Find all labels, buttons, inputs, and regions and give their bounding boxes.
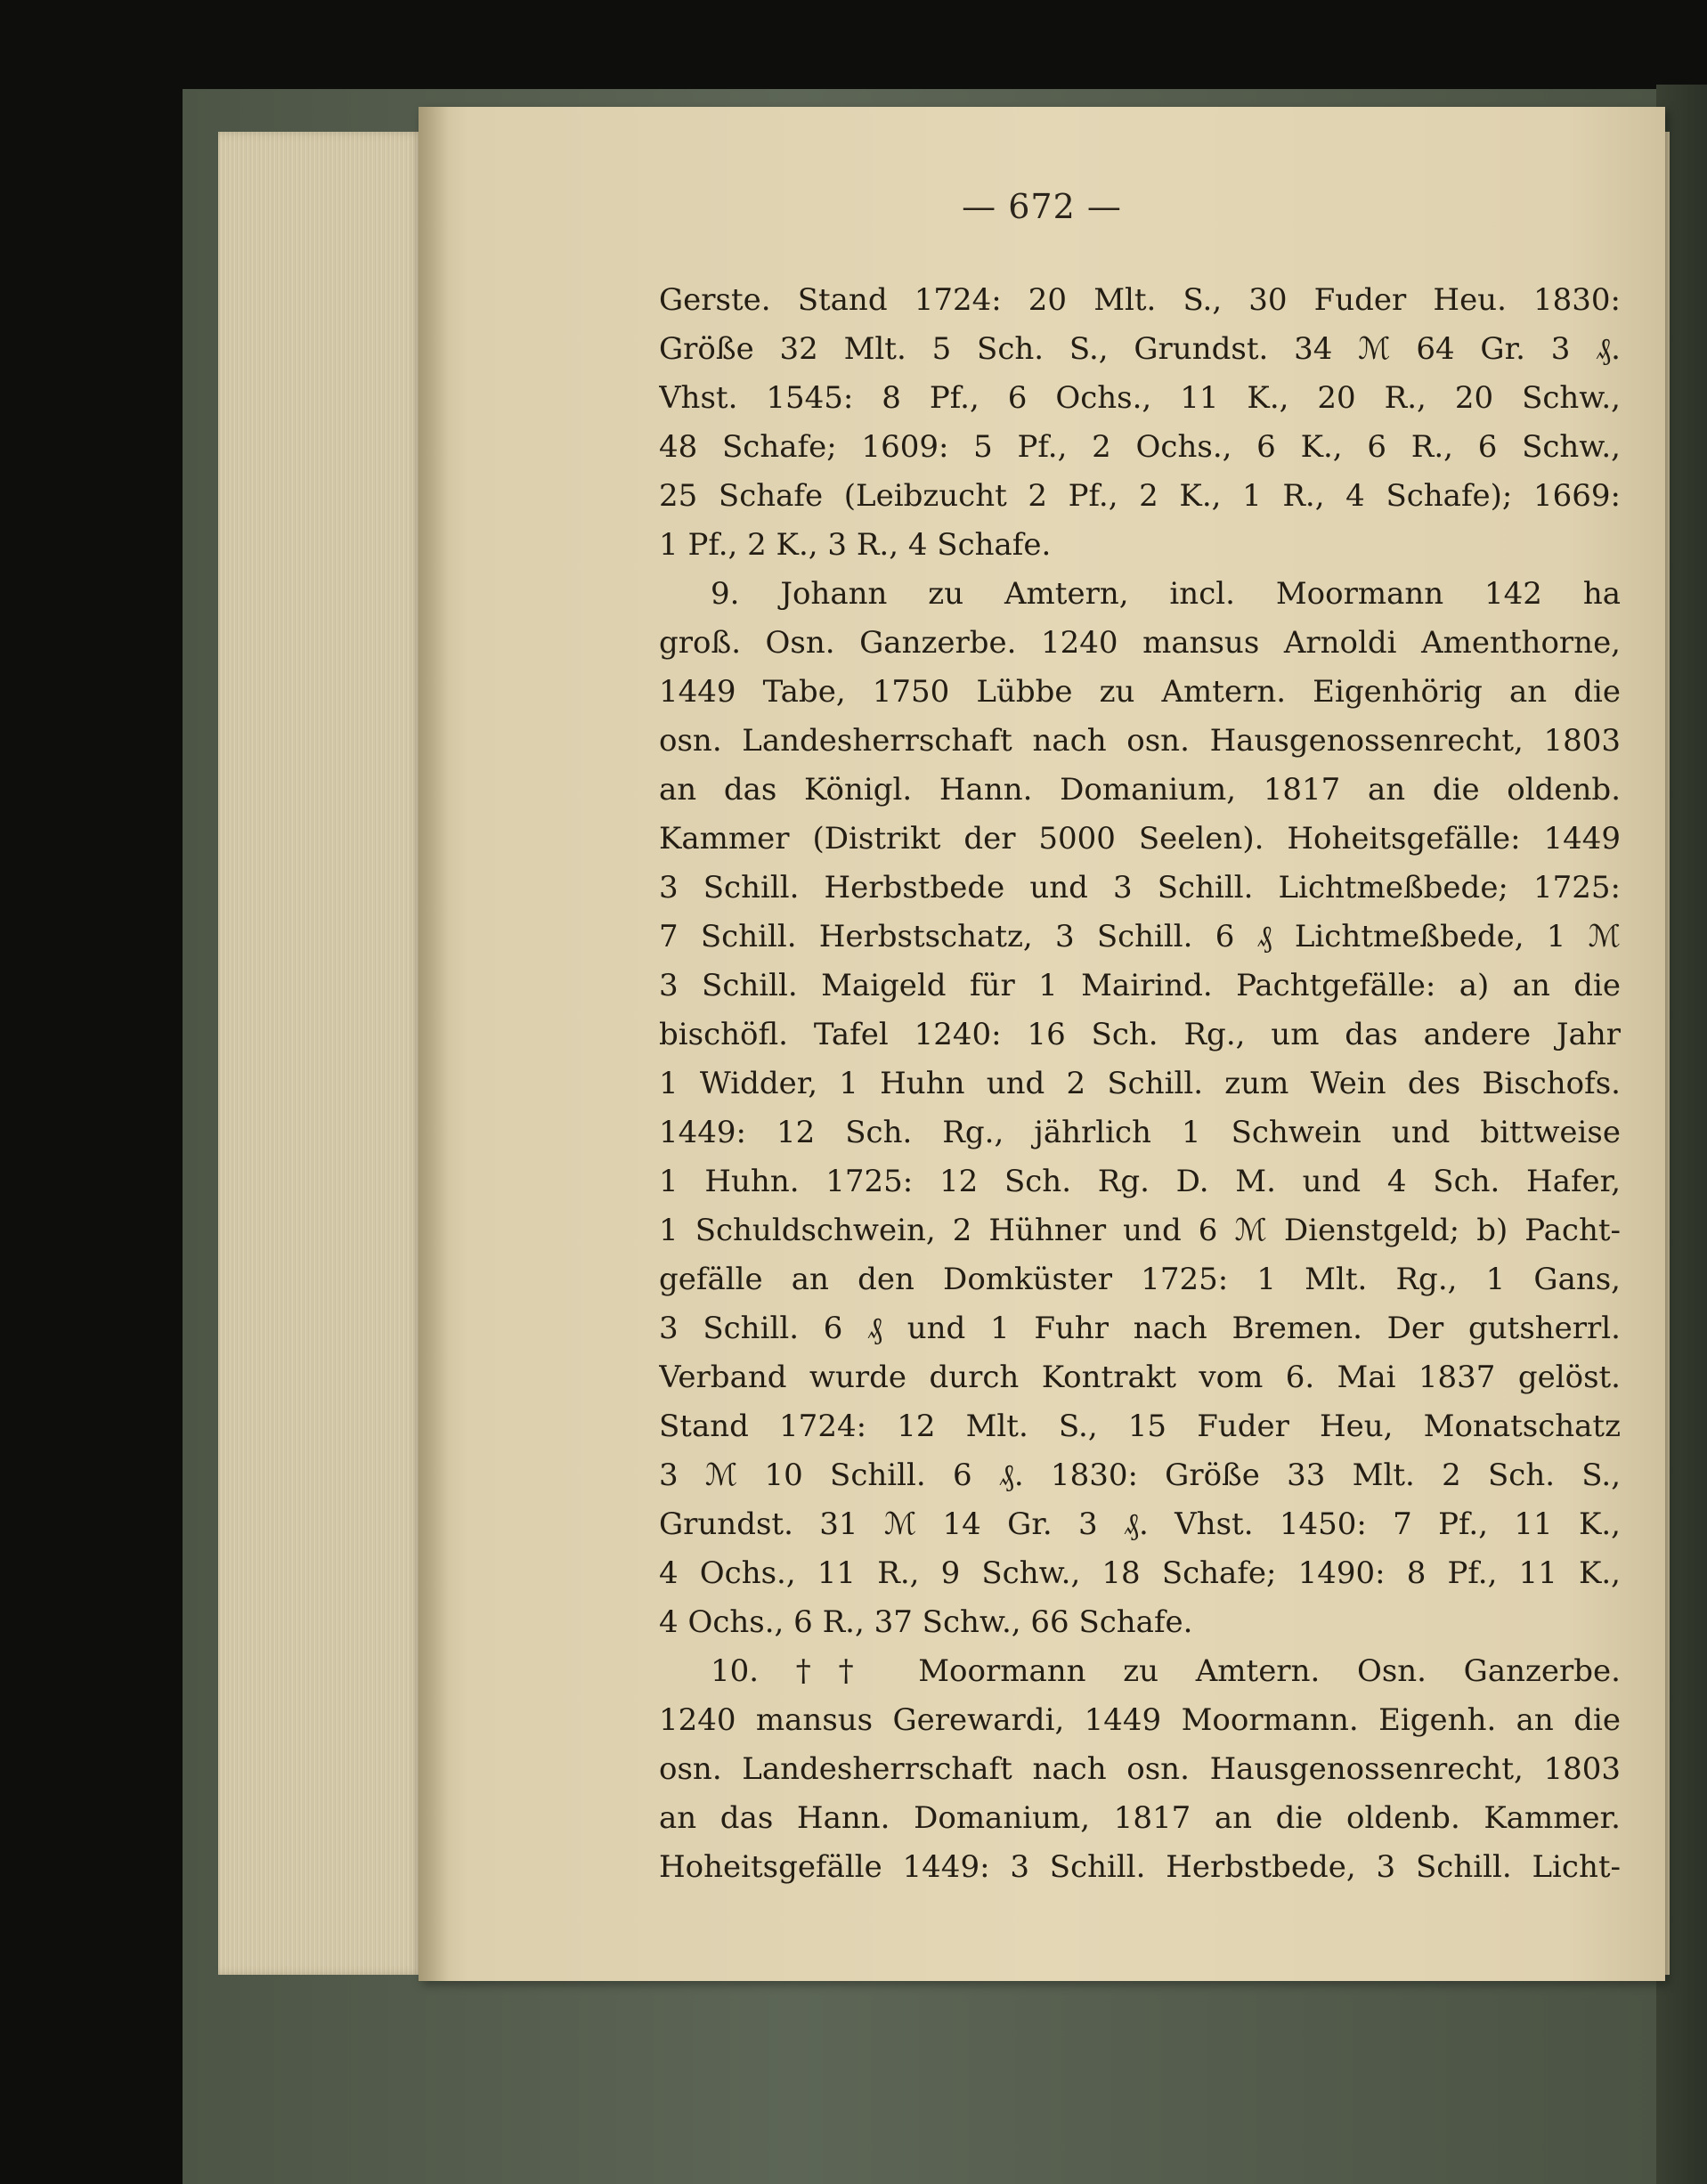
page-text [659, 276, 1621, 1892]
page-gutter-shadow [419, 107, 449, 1981]
text-line: Größe 32 Mlt. 5 Sch. S., Grundst. 34 ℳ 64 Gr. 3 ₰. [659, 331, 1621, 367]
text-line: 1 Pf., 2 K., 3 R., 4 Schafe. [659, 527, 1052, 563]
text-line: Grundst. 31 ℳ 14 Gr. 3 ₰. Vhst. 1450: 7 Pf., 11 K., [659, 1506, 1621, 1542]
text-line: an das Hann. Domanium, 1817 an die oldenb. Kammer. [659, 1800, 1621, 1836]
text-line: 4 Ochs., 6 R., 37 Schw., 66 Schafe. [659, 1604, 1193, 1640]
text-line: gefälle an den Domküster 1725: 1 Mlt. Rg., 1 Gans, [659, 1262, 1621, 1297]
book-page [419, 107, 1665, 1981]
text-line: 3 Schill. 6 ₰ und 1 Fuhr nach Bremen. Der gutsherrl. [659, 1311, 1621, 1346]
text-line: Stand 1724: 12 Mlt. S., 15 Fuder Heu, Monatschatz [659, 1409, 1621, 1444]
text-line: Gerste. Stand 1724: 20 Mlt. S., 30 Fuder Heu. 1830: [659, 282, 1621, 318]
text-line: 3 Schill. Herbstbede und 3 Schill. Lichtmeßbede; 1725: [659, 870, 1621, 905]
text-line: Verband wurde durch Kontrakt vom 6. Mai 1837 gelöst. [659, 1360, 1621, 1395]
text-line: 1449 Tabe, 1750 Lübbe zu Amtern. Eigenhörig an die [659, 674, 1621, 710]
text-line: osn. Landesherrschaft nach osn. Hausgenossenrecht, 1803 [659, 1751, 1621, 1787]
text-line: 1 Widder, 1 Huhn und 2 Schill. zum Wein des Bischofs. [659, 1066, 1621, 1101]
page-number: — 672 — [962, 187, 1122, 226]
page-stack-edges [218, 132, 423, 1975]
text-line: 1449: 12 Sch. Rg., jährlich 1 Schwein und bittweise [659, 1115, 1621, 1150]
text-line: 25 Schafe (Leibzucht 2 Pf., 2 K., 1 R., 4 Schafe); 1669: [659, 478, 1621, 514]
text-line: 3 Schill. Maigeld für 1 Mairind. Pachtgefälle: a) an die [659, 968, 1621, 1003]
text-line: 1240 mansus Gerewardi, 1449 Moormann. Eigenh. an die [659, 1702, 1621, 1738]
text-line: bischöfl. Tafel 1240: 16 Sch. Rg., um das andere Jahr [659, 1017, 1621, 1052]
text-line: 9. Johann zu Amtern, incl. Moormann 142 ha [711, 576, 1621, 612]
text-line: Kammer (Distrikt der 5000 Seelen). Hoheitsgefälle: 1449 [659, 821, 1621, 857]
text-line: Hoheitsgefälle 1449: 3 Schill. Herbstbede, 3 Schill. Licht- [659, 1849, 1621, 1885]
text-line: 3 ℳ 10 Schill. 6 ₰. 1830: Größe 33 Mlt. 2 Sch. S., [659, 1457, 1621, 1493]
text-line: 1 Huhn. 1725: 12 Sch. Rg. D. M. und 4 Sch. Hafer, [659, 1164, 1621, 1199]
text-line: groß. Osn. Ganzerbe. 1240 mansus Arnoldi Amenthorne, [659, 625, 1621, 661]
text-line: Vhst. 1545: 8 Pf., 6 Ochs., 11 K., 20 R., 20 Schw., [659, 380, 1621, 416]
text-line: 4 Ochs., 11 R., 9 Schw., 18 Schafe; 1490: 8 Pf., 11 K., [659, 1555, 1621, 1591]
text-line: 48 Schafe; 1609: 5 Pf., 2 Ochs., 6 K., 6 R., 6 Schw., [659, 429, 1621, 465]
text-line: 7 Schill. Herbstschatz, 3 Schill. 6 ₰ Lichtmeßbede, 1 ℳ [659, 919, 1621, 954]
text-line: osn. Landesherrschaft nach osn. Hausgenossenrecht, 1803 [659, 723, 1621, 759]
text-line: 10. †† Moormann zu Amtern. Osn. Ganzerbe. [711, 1653, 1621, 1689]
text-line: 1 Schuldschwein, 2 Hühner und 6 ℳ Dienstgeld; b) Pacht- [659, 1213, 1621, 1248]
text-line: an das Königl. Hann. Domanium, 1817 an die oldenb. [659, 772, 1621, 808]
